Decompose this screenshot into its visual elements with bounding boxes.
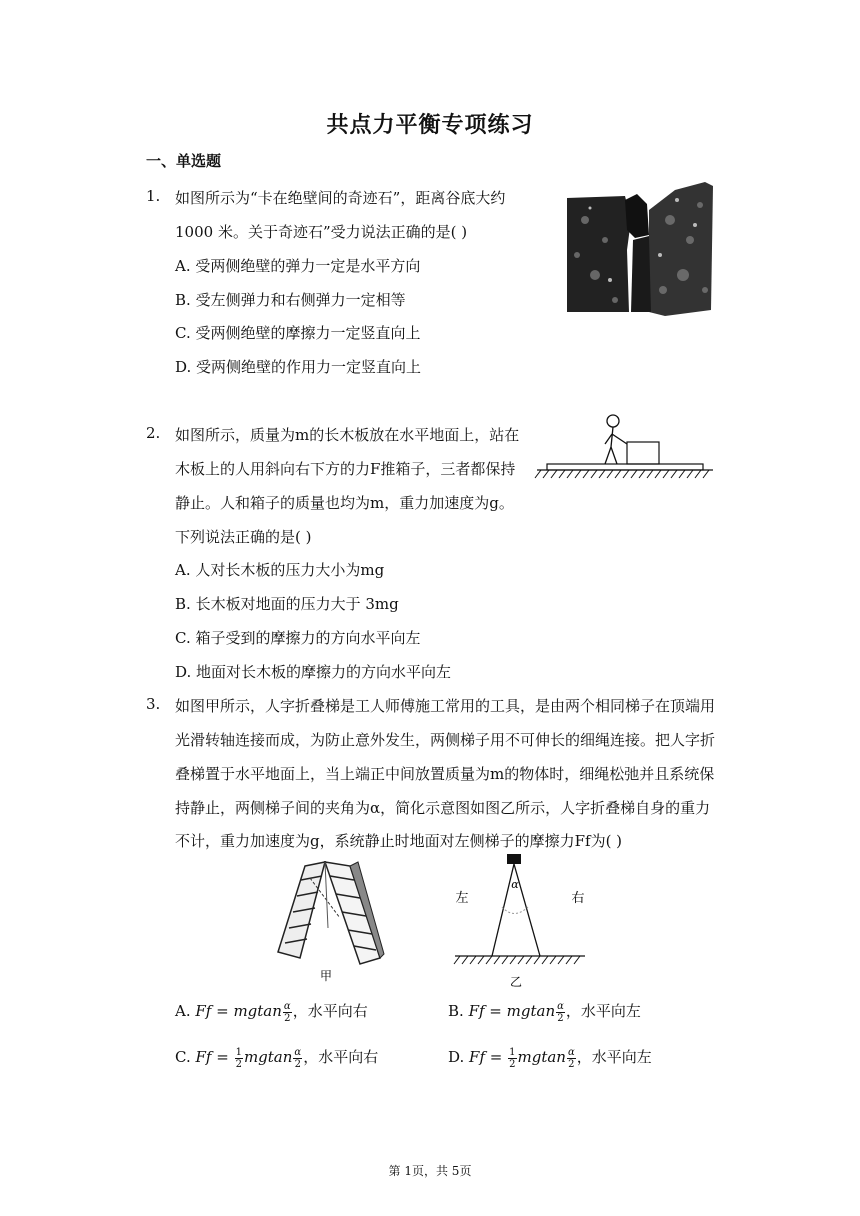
option-formula: Ff = [469,1048,508,1066]
q2-option-c[interactable] [175,627,421,648]
option-text: 箱子受到的摩擦力的方向水平向左 [195,629,421,647]
q3-option-d[interactable] [448,1046,652,1070]
q1-option-b[interactable] [175,289,406,310]
q3-option-b[interactable] [448,1000,641,1024]
option-label: D. [448,1048,465,1066]
option-text: 受两侧绝壁的弹力一定是水平方向 [195,257,421,275]
fig-label-jia: 甲 [319,969,333,983]
q3-ladder-figure-yi [450,852,590,992]
q2-number: 2. [146,424,161,442]
option-label: A. [175,257,191,275]
option-label: A. [175,561,191,579]
option-text: 受左侧弹力和右侧弹力一定相等 [195,291,406,309]
page-footer: 第 1页，共 5页 [388,1164,472,1178]
half-fraction: $\frac{1}{2}$ [235,1046,242,1070]
q1-number: 1. [146,187,161,205]
q1-option-c[interactable] [175,322,421,343]
alpha-over-2-fraction: $\frac{\alpha}{2}$ [294,1046,302,1070]
option-label: B. [175,291,191,309]
q2-line-2: 木板上的人用斜向右下方的力F推箱子，三者都保持 [175,460,516,478]
q2-option-b[interactable] [175,593,399,614]
q3-ladder-figure-jia [270,858,390,988]
page-title: 共点力平衡专项练习 [326,112,534,138]
q2-line-4: 下列说法正确的是( ) [175,528,312,546]
option-direction: ，水平向左 [576,1048,652,1066]
option-formula: Ff = mgtan [468,1002,556,1020]
option-label: D. [175,358,192,376]
q2-option-d[interactable] [175,661,451,682]
q2-line-3: 静止。人和箱子的质量也均为m，重力加速度为g。 [175,494,514,512]
q1-option-d[interactable] [175,356,421,377]
q3-number: 3. [146,695,161,713]
section-heading: 一、单选题 [146,152,222,170]
q2-option-a[interactable] [175,559,384,580]
q2-board-diagram [535,412,715,482]
fig-left-label: 左 [455,891,469,906]
q3-line-2: 光滑转轴连接而成，为防止意外发生，两侧梯子用不可伸长的细绳连接。把人字折 [175,731,716,749]
option-formula: Ff = mgtan [195,1002,282,1020]
q1-line-2: 1000 米。关于奇迹石”受力说法正确的是( ) [175,223,468,241]
fig-alpha-label: α [511,878,519,891]
option-text: 受两侧绝壁的作用力一定竖直向上 [196,358,422,376]
q3-line-5: 不计，重力加速度为g，系统静止时地面对左侧梯子的摩擦力Ff为( ) [175,832,623,850]
half-fraction: $\frac{1}{2}$ [509,1046,516,1070]
option-direction: ，水平向右 [292,1002,368,1020]
fig-label-yi: 乙 [509,975,523,989]
option-formula-rest: mgtan [243,1048,293,1066]
option-text: 长木板对地面的压力大于 3mg [195,595,399,613]
q2-line-1: 如图所示，质量为m的长木板放在水平地面上，站在 [175,426,520,444]
option-label: C. [175,629,191,647]
option-formula: Ff = [195,1048,234,1066]
alpha-over-2-fraction: $\frac{\alpha}{2}$ [567,1046,575,1070]
fig-right-label: 右 [571,891,585,906]
option-formula-rest: mgtan [517,1048,566,1066]
option-label: A. [175,1002,191,1020]
q3-line-3: 叠梯置于水平地面上，当上端正中间放置质量为m的物体时，细绳松弛并且系统保 [175,765,715,783]
option-label: C. [175,1048,191,1066]
option-label: B. [448,1002,464,1020]
q1-line-1: 如图所示为“卡在绝壁间的奇迹石”，距离谷底大约 [175,189,506,207]
option-label: D. [175,663,192,681]
option-text: 地面对长木板的摩擦力的方向水平向左 [196,663,452,681]
q3-option-c[interactable] [175,1046,378,1070]
q3-line-1: 如图甲所示，人字折叠梯是工人师傅施工常用的工具，是由两个相同梯子在顶端用 [175,697,716,715]
option-text: 受两侧绝壁的摩擦力一定竖直向上 [195,324,421,342]
alpha-over-2-fraction: $\frac{\alpha}{2}$ [283,1000,291,1024]
q3-line-4: 持静止，两侧梯子间的夹角为α，简化示意图如图乙所示，人字折叠梯自身的重力 [175,799,711,817]
option-text: 人对长木板的压力大小为mg [195,561,385,579]
option-direction: ，水平向左 [565,1002,641,1020]
alpha-over-2-fraction: $\frac{\alpha}{2}$ [557,1000,564,1024]
option-label: B. [175,595,191,613]
q1-option-a[interactable] [175,255,420,276]
q1-rock-photo [565,180,715,318]
q3-option-a[interactable] [175,1000,368,1024]
option-label: C. [175,324,191,342]
option-direction: ，水平向右 [303,1048,379,1066]
